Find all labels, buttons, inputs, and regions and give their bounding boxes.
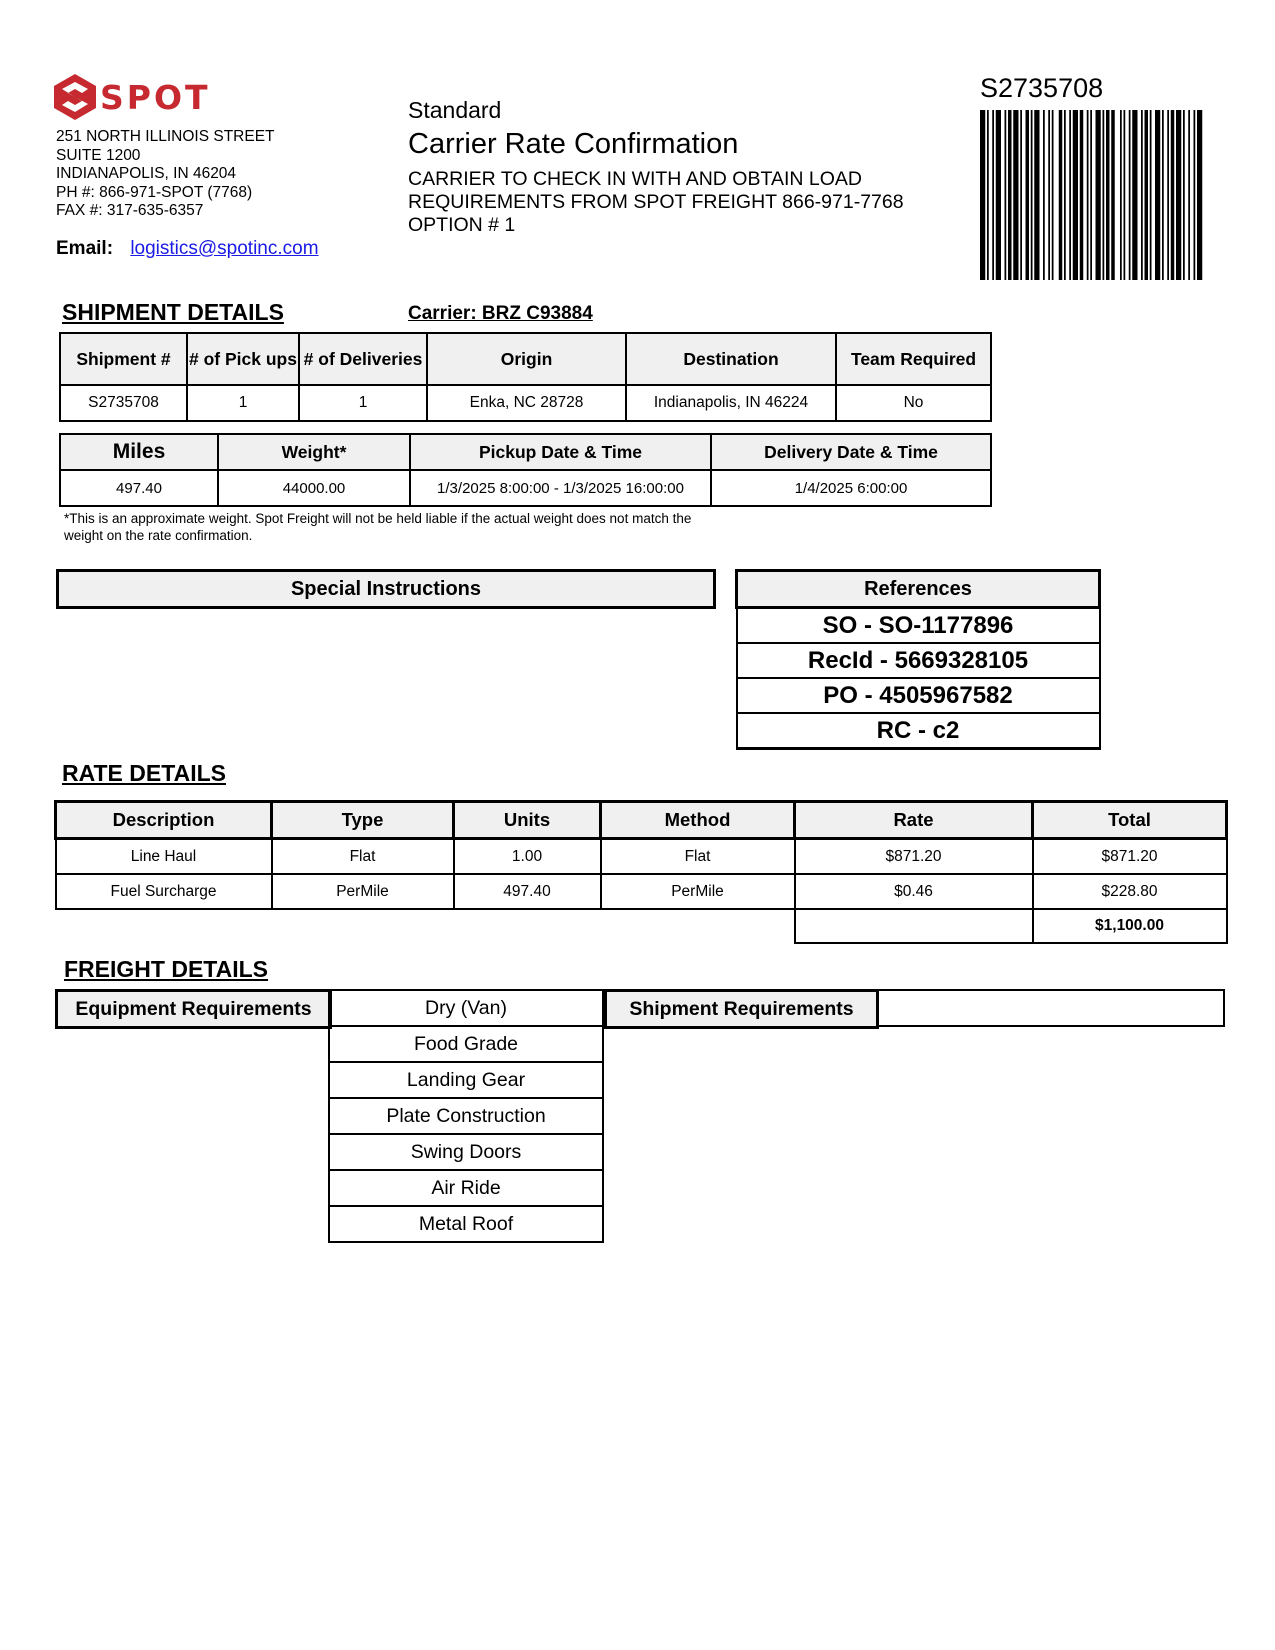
col-miles: Miles bbox=[60, 434, 218, 470]
cell-destination: Indianapolis, IN 46224 bbox=[626, 385, 836, 421]
spot-logo bbox=[54, 74, 211, 122]
col-deliveries: # of Deliveries bbox=[299, 333, 427, 385]
table-header-row bbox=[56, 802, 1227, 839]
doc-type: Standard bbox=[408, 97, 502, 123]
table-row bbox=[56, 839, 1227, 875]
shipment-table bbox=[59, 332, 992, 422]
cell-rate: $0.46 bbox=[795, 874, 1033, 909]
logo-wordmark: SPOT bbox=[100, 78, 211, 117]
email-link[interactable]: logistics@spotinc.com bbox=[130, 238, 319, 259]
miles-table bbox=[59, 433, 992, 507]
col-shipment-number: Shipment # bbox=[60, 333, 187, 385]
cell-type: PerMile bbox=[272, 874, 454, 909]
cell-total: $871.20 bbox=[1033, 839, 1227, 875]
rate-table bbox=[54, 800, 1228, 944]
reference-so: SO - SO-1177896 bbox=[737, 608, 1100, 644]
col-destination: Destination bbox=[626, 333, 836, 385]
col-origin: Origin bbox=[427, 333, 626, 385]
col-pickups: # of Pick ups bbox=[187, 333, 299, 385]
cell-method: Flat bbox=[601, 839, 795, 875]
col-pickup-date: Pickup Date & Time bbox=[410, 434, 711, 470]
equipment-requirements-label: Equipment Requirements bbox=[55, 989, 332, 1029]
cell-units: 1.00 bbox=[454, 839, 601, 875]
cell-miles: 497.40 bbox=[60, 470, 218, 506]
col-delivery-date: Delivery Date & Time bbox=[711, 434, 991, 470]
equipment-item: Swing Doors bbox=[329, 1134, 603, 1170]
address-line: 251 NORTH ILLINOIS STREET bbox=[56, 128, 275, 145]
equipment-item: Metal Roof bbox=[329, 1206, 603, 1242]
equipment-item: Plate Construction bbox=[329, 1098, 603, 1134]
instruction-line: OPTION # 1 bbox=[408, 214, 516, 236]
grand-total: $1,100.00 bbox=[1033, 909, 1227, 943]
phone-line: PH #: 866-971-SPOT (7768) bbox=[56, 183, 253, 201]
cell-units: 497.40 bbox=[454, 874, 601, 909]
cell-delivery-date: 1/4/2025 6:00:00 bbox=[711, 470, 991, 506]
equipment-item: Landing Gear bbox=[329, 1062, 603, 1098]
cell-description: Line Haul bbox=[56, 839, 272, 875]
weight-disclaimer: *This is an approximate weight. Spot Freight will not be held liable if the actual weight does not match the weight on the rate confirmation. bbox=[64, 511, 692, 543]
cell-total: $228.80 bbox=[1033, 874, 1227, 909]
spot-logo-icon bbox=[54, 74, 96, 120]
rate-details-heading: RATE DETAILS bbox=[62, 760, 226, 786]
table-row bbox=[60, 385, 991, 421]
shipment-requirements-value bbox=[876, 989, 1225, 1027]
reference-rc: RC - c2 bbox=[737, 713, 1100, 749]
table-header-row bbox=[60, 333, 991, 385]
cell-weight: 44000.00 bbox=[218, 470, 410, 506]
table-row bbox=[56, 874, 1227, 909]
col-team-required: Team Required bbox=[836, 333, 991, 385]
instruction-line: REQUIREMENTS FROM SPOT FREIGHT 866-971-7768 bbox=[408, 191, 904, 213]
col-rate: Rate bbox=[795, 802, 1033, 839]
cell-rate: $871.20 bbox=[795, 839, 1033, 875]
fax-line: FAX #: 317-635-6357 bbox=[56, 202, 204, 219]
equipment-item: Dry (Van) bbox=[329, 990, 603, 1026]
equipment-item: Food Grade bbox=[329, 1026, 603, 1062]
total-row bbox=[56, 909, 1227, 943]
check-in-instructions bbox=[408, 168, 948, 237]
col-method: Method bbox=[601, 802, 795, 839]
instruction-line: CARRIER TO CHECK IN WITH AND OBTAIN LOAD bbox=[408, 168, 862, 190]
reference-po: PO - 4505967582 bbox=[737, 678, 1100, 713]
special-instructions-header: Special Instructions bbox=[56, 569, 716, 609]
col-description: Description bbox=[56, 802, 272, 839]
col-units: Units bbox=[454, 802, 601, 839]
cell-type: Flat bbox=[272, 839, 454, 875]
cell-deliveries: 1 bbox=[299, 385, 427, 421]
col-type: Type bbox=[272, 802, 454, 839]
table-row bbox=[60, 470, 991, 506]
table-header-row bbox=[60, 434, 991, 470]
email-row bbox=[56, 238, 319, 260]
shipment-details-heading: SHIPMENT DETAILS bbox=[62, 299, 284, 325]
references-header: References bbox=[737, 571, 1100, 608]
doc-title: Carrier Rate Confirmation bbox=[408, 128, 739, 160]
col-weight: Weight* bbox=[218, 434, 410, 470]
equipment-item: Air Ride bbox=[329, 1170, 603, 1206]
reference-recid: RecId - 5669328105 bbox=[737, 643, 1100, 678]
cell-description: Fuel Surcharge bbox=[56, 874, 272, 909]
carrier-label: Carrier: BRZ C93884 bbox=[408, 303, 593, 324]
cell-origin: Enka, NC 28728 bbox=[427, 385, 626, 421]
cell-pickups: 1 bbox=[187, 385, 299, 421]
col-total: Total bbox=[1033, 802, 1227, 839]
barcode-icon bbox=[980, 110, 1210, 280]
address-line: INDIANAPOLIS, IN 46204 bbox=[56, 165, 237, 182]
equipment-list bbox=[328, 989, 604, 1243]
email-label: Email: bbox=[56, 238, 114, 259]
references-table bbox=[735, 569, 1101, 750]
shipment-id: S2735708 bbox=[980, 73, 1104, 103]
shipment-requirements-label: Shipment Requirements bbox=[604, 989, 879, 1029]
total-blank-cell bbox=[795, 909, 1033, 943]
cell-pickup-date: 1/3/2025 8:00:00 - 1/3/2025 16:00:00 bbox=[410, 470, 711, 506]
freight-details-heading: FREIGHT DETAILS bbox=[64, 956, 269, 982]
cell-method: PerMile bbox=[601, 874, 795, 909]
address-line: SUITE 1200 bbox=[56, 146, 141, 164]
cell-team-required: No bbox=[836, 385, 991, 421]
company-address bbox=[56, 128, 275, 221]
cell-shipment-number: S2735708 bbox=[60, 385, 187, 421]
